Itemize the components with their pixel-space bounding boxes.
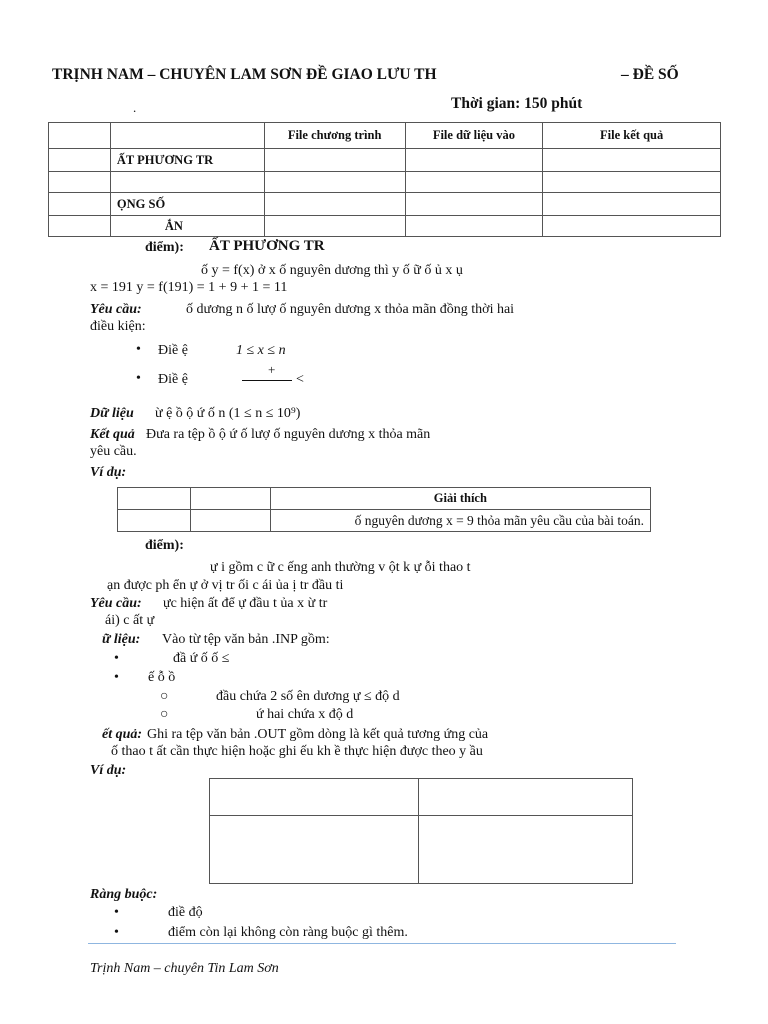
condition1-math: 1 ≤ x ≤ n — [236, 343, 286, 358]
problem1-example-label: Ví dụ: — [90, 465, 127, 480]
example-explanation: ố nguyên dương x = 9 thỏa mãn yêu cầu của bài toán. — [270, 510, 650, 532]
problem2-requirement-label: Yêu cầu: — [90, 596, 142, 611]
problem1-line1: ố y = f(x) ở x ố nguyên dương thì y ố ữ ố ủ x ụ — [201, 263, 463, 278]
table-cell-problem-name: ẤT PHƯƠNG TR — [110, 149, 264, 172]
condition1-label: Điề ệ — [158, 343, 188, 358]
table-cell-problem-name: ỌNG SỐ — [110, 193, 264, 216]
table-cell-problem-name: ẮN — [110, 216, 264, 237]
problem2-input-bullet1: đầ ứ ố ố ≤ — [173, 651, 230, 666]
table-cell — [543, 193, 721, 216]
header-title-right: – ĐỀ SỐ — [621, 66, 679, 83]
table-cell — [543, 149, 721, 172]
table-cell — [418, 816, 633, 884]
problem2-line2: ạn được ph ển ự ở vị tr ối c ái ủa ị tr đầu ti — [107, 578, 344, 593]
table-row — [49, 193, 721, 216]
problem1-requirement-text: ố dương n ố lượ ố nguyên dương x thỏa mãn đồng thời hai — [186, 302, 515, 317]
bullet-icon: • — [114, 670, 119, 685]
table-row — [49, 149, 721, 172]
problem1-output-label: Kết quả — [90, 427, 135, 442]
constraint-1: điề độ — [168, 905, 203, 920]
files-table-header-input: File dữ liệu vào — [405, 123, 543, 149]
problem1-input-text: ừ ệ ồ ộ ứ ố n (1 ≤ n ≤ 10⁹) — [155, 406, 301, 421]
example-table-header — [118, 488, 651, 510]
footer-text: Trịnh Nam – chuyên Tin Lam Sơn — [90, 961, 279, 976]
table-cell — [405, 149, 543, 172]
example-table-2 — [209, 778, 633, 884]
table-cell — [264, 216, 405, 237]
problem1-output-text2: yêu cầu. — [90, 444, 137, 459]
table-cell-problem-name — [110, 172, 264, 193]
bullet-icon: • — [114, 651, 119, 666]
problem2-input-bullet2: ế ỗ ồ — [148, 670, 176, 685]
constraints-label: Ràng buộc: — [90, 887, 158, 902]
header-dot: . — [133, 100, 137, 115]
problem2-points: điểm): — [145, 538, 184, 553]
problem1-points: điểm): — [145, 240, 184, 255]
table-cell — [49, 149, 111, 172]
constraint-2: điểm còn lại không còn ràng buộc gì thêm. — [168, 925, 408, 940]
files-table-header-cell — [110, 123, 264, 149]
files-table — [48, 122, 721, 237]
files-table-header-program: File chương trình — [264, 123, 405, 149]
table-cell — [49, 172, 111, 193]
bullet-icon: • — [114, 905, 119, 920]
problem1-requirement-label: Yêu cầu: — [90, 302, 142, 317]
table-cell — [118, 510, 191, 532]
table-cell — [264, 193, 405, 216]
problem2-output-text2: ố thao t ất cần thực hiện hoặc ghi ếu kh ề thực hiện được theo y ầu — [111, 744, 483, 759]
problem1-requirement-text2: điều kiện: — [90, 319, 146, 334]
exam-time: Thời gian: 150 phút — [451, 95, 583, 112]
problem2-requirement-text: ực hiện ất để ự đầu t ủa x ừ tr — [163, 596, 328, 611]
table-cell — [210, 779, 419, 816]
example-table-header-cell — [190, 488, 270, 510]
problem2-sub1: đầu chứa 2 số ên dương ự ≤ độ d — [216, 689, 400, 704]
problem2-requirement-text2: ái) c ất ự — [105, 613, 155, 628]
condition2-compare: < — [296, 372, 304, 387]
footer-divider — [88, 943, 676, 944]
header-title-left: TRỊNH NAM – CHUYÊN LAM SƠN ĐỀ GIAO LƯU TH — [52, 66, 437, 83]
problem2-sub2: ứ hai chứa x độ d — [256, 707, 354, 722]
problem1-title: ẤT PHƯƠNG TR — [209, 238, 325, 254]
table-cell — [405, 172, 543, 193]
problem2-output-label: ết quả: — [102, 727, 143, 742]
files-table-header-output: File kết quả — [543, 123, 721, 149]
example-table-header-cell — [118, 488, 191, 510]
problem1-input-label: Dữ liệu — [90, 406, 134, 421]
condition2-numerator: + — [268, 362, 276, 377]
table-cell — [210, 816, 419, 884]
table-cell — [49, 193, 111, 216]
table-row — [118, 510, 651, 532]
problem2-input-text: Vào từ tệp văn bản .INP gồm: — [162, 632, 330, 647]
problem2-example-label: Ví dụ: — [90, 763, 127, 778]
table-cell — [543, 216, 721, 237]
fraction-line — [242, 380, 292, 381]
table-cell — [49, 216, 111, 237]
table-row — [49, 172, 721, 193]
example-table-1 — [117, 487, 651, 532]
example-table-header-explain: Giải thích — [270, 488, 650, 510]
table-cell — [190, 510, 270, 532]
table-cell — [418, 779, 633, 816]
problem1-line2: x = 191 y = f(191) = 1 + 9 + 1 = 11 — [90, 280, 288, 295]
table-cell — [264, 172, 405, 193]
table-cell — [264, 149, 405, 172]
problem1-output-text: Đưa ra tệp ồ ộ ứ ố lượ ố nguyên dương x thỏa mãn — [146, 427, 431, 442]
problem2-line1: ự i gồm c ữ c ếng anh thường v ột k ự ỗi thao t — [210, 560, 471, 575]
table-row — [210, 779, 633, 816]
files-table-header — [49, 123, 721, 149]
circle-bullet-icon: ○ — [160, 707, 169, 722]
table-cell — [405, 216, 543, 237]
problem2-input-label: ữ liệu: — [102, 632, 141, 647]
bullet-icon: • — [114, 925, 119, 940]
files-table-header-cell — [49, 123, 111, 149]
circle-bullet-icon: ○ — [160, 689, 169, 704]
table-cell — [543, 172, 721, 193]
bullet-icon: • — [136, 342, 141, 357]
condition2-label: Điề ệ — [158, 372, 188, 387]
bullet-icon: • — [136, 371, 141, 386]
table-row — [49, 216, 721, 237]
table-row — [210, 816, 633, 884]
table-cell — [405, 193, 543, 216]
problem2-output-text: Ghi ra tệp văn bản .OUT gồm dòng là kết quả tương ứng của — [147, 727, 489, 742]
